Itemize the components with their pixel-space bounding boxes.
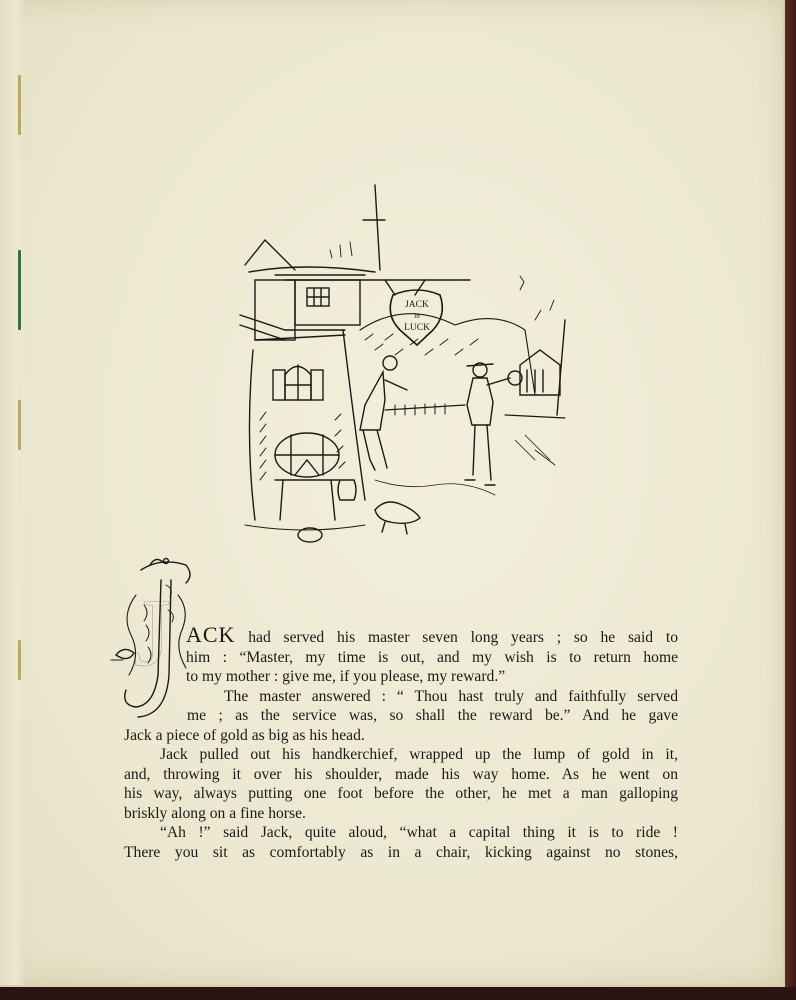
tavern-illustration [235, 180, 575, 550]
gutter-ribbon [18, 250, 21, 330]
story-line: his way, always putting one foot before the other, he met a man galloping [124, 785, 678, 802]
sign-word-3: LUCK [404, 323, 430, 333]
gutter-mark [18, 400, 21, 450]
story-line: briskly along on a fine horse. [124, 804, 306, 822]
story-line: ACK had served his master seven long years ; so he said to [186, 622, 678, 647]
story-line: to my mother : give me, if you please, my reward.” [186, 668, 506, 685]
dropcap-continuation: ACK [186, 622, 236, 647]
sign-word-2: in [414, 312, 420, 320]
story-line: and, throwing it over his shoulder, made his way home. As he went on [124, 765, 678, 783]
book-cover-edge [785, 0, 796, 1000]
story-line: Jack pulled out his handkerchief, wrapped up the lump of gold in it, [160, 746, 678, 763]
gutter-mark [18, 75, 21, 135]
gutter-mark [18, 640, 21, 680]
sign-word-1: JACK [405, 300, 429, 310]
initial-letter: J [133, 579, 171, 686]
story-line: “Ah !” said Jack, quite aloud, “what a capital thing it is to ride ! [160, 824, 678, 841]
book-cover-bottom [0, 987, 796, 1000]
story-text [124, 622, 678, 862]
story-line: me ; as the service was, so shall the reward be.” And he gave [187, 707, 678, 724]
story-line: him : “Master, my time is out, and my wish is to return home [186, 648, 678, 666]
story-line: The master answered : “ Thou hast truly and faithfully served [224, 687, 678, 705]
story-line: There you sit as comfortably as in a chair, kicking against no stones, [124, 843, 678, 861]
page-gutter [0, 0, 26, 985]
story-line: Jack a piece of gold as big as his head. [124, 726, 365, 744]
